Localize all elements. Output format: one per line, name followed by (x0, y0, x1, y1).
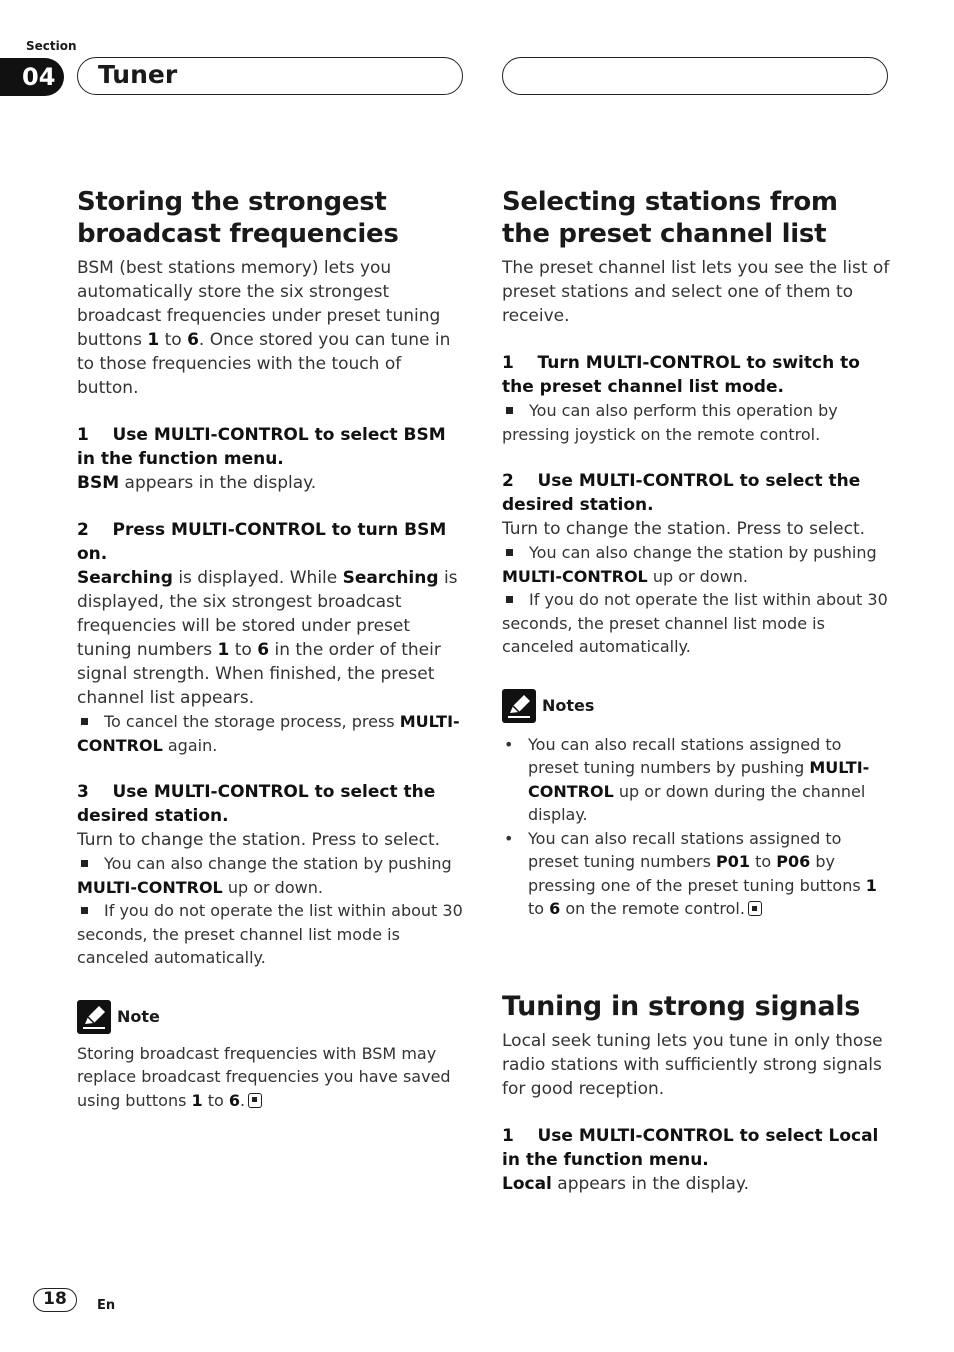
text-run: If you do not operate the list within about 30 seconds, the preset channel list mode is canceled automatically. (502, 590, 888, 656)
bsm-step-2-bullet (77, 710, 465, 757)
bold-term: 6 (549, 899, 561, 918)
text-run: to (229, 640, 258, 660)
square-bullet-icon (506, 407, 513, 414)
bsm-section-title: Storing the strongest broadcast frequencies (77, 187, 399, 249)
right-column (502, 186, 890, 1196)
text-run: again. (162, 735, 218, 755)
text-run: appears in the display. (119, 473, 317, 493)
language-code: En (97, 1298, 116, 1313)
bsm-step-3-body (77, 828, 465, 852)
bsm-step-2-title: 2 Press MULTI-CONTROL to turn BSM on. (77, 520, 453, 564)
notes-item-text (528, 735, 869, 825)
preset-step-1-title: 1 Turn MULTI-CONTROL to switch to the preset channel list mode. (502, 353, 866, 397)
notes-header (502, 689, 890, 723)
square-bullet-icon (506, 596, 513, 603)
bold-term: MULTI-CONTROL (77, 712, 460, 755)
notes-item-text (528, 829, 877, 919)
square-bullet-icon (81, 907, 88, 914)
chapter-title-box (77, 57, 463, 95)
bullet-text (77, 901, 463, 967)
square-bullet-icon (81, 718, 88, 725)
preset-step-2-body (502, 517, 890, 541)
text-run: You can also recall stations assigned to preset tuning numbers by pushing (528, 734, 842, 777)
bold-term: 1 (147, 330, 160, 350)
bold-term: MULTI-CONTROL (77, 877, 223, 897)
bsm-step-2-body (77, 566, 465, 710)
bold-term: Searching (342, 568, 439, 588)
note-header (77, 1000, 465, 1034)
bsm-step-3-title: 3 Use MULTI-CONTROL to select the desired station. (77, 782, 442, 826)
bsm-step-3-bullet-2 (77, 899, 465, 970)
local-step-1-body (502, 1172, 890, 1196)
bold-term: Local (502, 1173, 552, 1194)
text-run: up or down during the channel display. (528, 781, 866, 824)
text-run: in the order of their signal strength. When finished, the preset channel list appears. (77, 640, 441, 708)
empty-header-box (502, 57, 888, 95)
text-run: to (528, 899, 550, 918)
notes-title: Notes (542, 695, 595, 715)
note-title: Note (117, 1006, 160, 1026)
notes-list (502, 733, 890, 921)
preset-list-section-title: Selecting stations from the preset channel list (502, 187, 838, 249)
bold-term: BSM (77, 473, 120, 493)
text-run: You can also change the station by pushing (529, 543, 877, 562)
note-body (77, 1042, 465, 1113)
bullet-text (502, 543, 877, 586)
notes-item-2 (502, 827, 890, 921)
preset-list-intro (502, 256, 890, 328)
bsm-step-1-body (77, 471, 465, 495)
text-run: . Once stored you can tune in to those frequencies with the touch of button. (77, 330, 451, 398)
text-run: The preset channel list lets you see the list of preset stations and select one of them to receive. (502, 258, 890, 326)
bold-term: 1 (217, 640, 230, 660)
dot-bullet-icon: • (504, 734, 514, 754)
bold-term: 1 (191, 1090, 203, 1110)
bold-term: MULTI-CONTROL (502, 566, 648, 586)
text-run: up or down. (222, 877, 323, 897)
bold-term: MULTI-CONTROL (528, 758, 870, 801)
square-bullet-icon (506, 549, 513, 556)
text-run: is displayed, the six strongest broadcast frequencies will be stored under preset tuning numbers (77, 568, 458, 660)
text-run: You can also recall stations assigned to preset tuning numbers (528, 828, 842, 871)
bold-term: 6 (228, 1090, 241, 1110)
text-run: to (159, 330, 188, 350)
note-text (77, 1044, 451, 1110)
notes-item-1 (502, 733, 890, 827)
bsm-step-1-title: 1 Use MULTI-CONTROL to select BSM in the function menu. (77, 425, 452, 469)
text-run: to (750, 852, 777, 871)
note-pencil-icon (77, 1000, 111, 1034)
text-run: Turn to change the station. Press to select. (77, 830, 441, 850)
bold-term: P01 (716, 852, 751, 871)
end-mark-icon (748, 901, 762, 916)
section-number: 04 (0, 58, 64, 96)
local-step-1-title: 1 Use MULTI-CONTROL to select Local in the function menu. (502, 1125, 885, 1170)
preset-step-2-bullet-2 (502, 588, 890, 659)
text-run: You can also change the station by pushing (104, 854, 452, 873)
preset-step-2-title: 2 Use MULTI-CONTROL to select the desired station. (502, 471, 867, 515)
text-run: You can also perform this operation by pressing joystick on the remote control. (502, 401, 838, 444)
bullet-text (502, 401, 838, 444)
text-run: to (202, 1090, 229, 1110)
text-run: by pressing one of the preset tuning buttons (528, 852, 866, 895)
text-run: Local seek tuning lets you tune in only those radio stations with sufficiently strong signals for good reception. (502, 1030, 883, 1099)
preset-step-2-bullet-1 (502, 541, 890, 588)
preset-step-1-bullet (502, 399, 890, 446)
text-run: is displayed. While (172, 568, 343, 588)
bullet-text (502, 590, 888, 656)
bold-term: 6 (257, 640, 270, 660)
bold-term: Searching (77, 568, 173, 588)
bullet-text (77, 712, 460, 755)
text-run: Turn to change the station. Press to select. (502, 519, 866, 539)
chapter-title: Tuner (98, 60, 178, 89)
text-run: up or down. (647, 566, 748, 586)
end-mark-icon (248, 1093, 262, 1108)
text-run: If you do not operate the list within about 30 seconds, the preset channel list mode is canceled automatically. (77, 901, 463, 967)
text-run: on the remote control. (560, 899, 745, 918)
left-column (77, 186, 465, 1112)
bsm-step-3-bullet-1 (77, 852, 465, 899)
bold-term: P06 (776, 852, 811, 871)
text-run: Storing broadcast frequencies with BSM may replace broadcast frequencies you have saved using buttons (77, 1043, 451, 1110)
local-section-title: Tuning in strong signals (502, 990, 860, 1022)
text-run: . (240, 1090, 246, 1110)
text-run: BSM (best stations memory) lets you automatically store the six strongest broadcast frequencies under preset tuning buttons (77, 258, 441, 350)
square-bullet-icon (81, 860, 88, 867)
local-intro (502, 1029, 890, 1101)
text-run: appears in the display. (551, 1173, 749, 1194)
page-number: 18 (33, 1288, 77, 1312)
note-pencil-icon (502, 689, 536, 723)
section-label: Section (26, 39, 77, 53)
bsm-intro (77, 256, 465, 400)
bullet-text (77, 854, 452, 897)
dot-bullet-icon: • (504, 828, 514, 848)
bold-term: 6 (187, 330, 199, 350)
text-run: To cancel the storage process, press (104, 712, 400, 731)
bold-term: 1 (865, 875, 877, 895)
